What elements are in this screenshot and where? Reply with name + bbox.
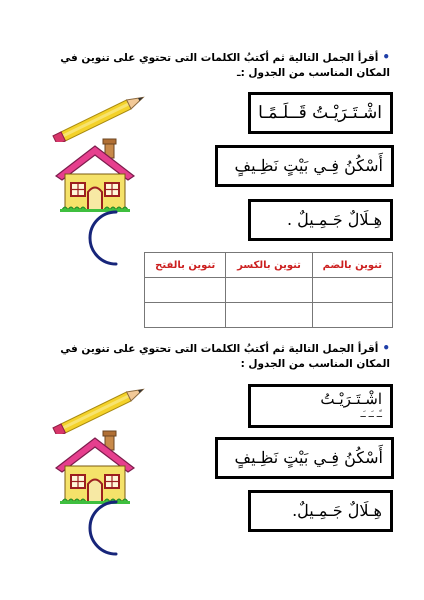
- bullet-icon: •: [382, 50, 390, 64]
- tanween-table: [144, 252, 393, 328]
- pencil-icon: [50, 94, 152, 142]
- table-row: [145, 278, 393, 303]
- header-tanween-fatha: تنوين بالفتح: [145, 253, 226, 278]
- partial-marks: ـًـ ـَـ ـَـ: [360, 410, 382, 420]
- bullet-icon: •: [382, 341, 390, 355]
- crescent-moon-icon: [86, 500, 132, 556]
- crescent-moon-icon: [86, 210, 132, 266]
- instruction-text: أقرأ الجمل التالية ثم أكتبُ الكلمات التى تحتوي على تنوين في المكان المناسب من الجدول :ـ: [60, 52, 390, 79]
- table-cell[interactable]: [226, 278, 312, 303]
- sentence-box-3: [248, 199, 393, 241]
- header-tanween-kasra: تنوين بالكسر: [226, 253, 312, 278]
- table-cell[interactable]: [145, 278, 226, 303]
- sentence-box-5: [215, 437, 394, 479]
- sentence-box-1: [248, 92, 393, 134]
- sentence-box-6: [248, 490, 393, 532]
- sentence-text: هِـلَالٌ جَـمِـيلٌ .: [286, 210, 382, 229]
- instruction-text: أقرأ الجمل التالية ثم أكتبُ الكلمات التى تحتوي على تنوين في المكان المناسب من الجدول :: [60, 343, 390, 370]
- header-tanween-damma: تنوين بالضم: [312, 253, 392, 278]
- table-cell[interactable]: [226, 303, 312, 328]
- pencil-icon: [50, 386, 152, 434]
- sentence-text: هِـلَالٌ جَـمِـيلٌ.: [292, 501, 382, 520]
- house-icon: [54, 428, 136, 508]
- sentence-box-4: [248, 384, 393, 428]
- sentence-box-2: [215, 145, 394, 187]
- table-header-row: [145, 253, 393, 278]
- instruction-2: [28, 341, 390, 372]
- sentence-text: أَسْكُنُ فِـي بَيْتٍ نَظِـيفٍ: [234, 448, 383, 467]
- sentence-text: اشْـتَـرَيْـتُ: [320, 390, 382, 408]
- table-cell[interactable]: [312, 303, 392, 328]
- sentence-text: أَسْكُنُ فِـي بَيْتٍ نَظِـيفٍ: [234, 156, 383, 175]
- house-icon: [54, 136, 136, 216]
- table-cell[interactable]: [145, 303, 226, 328]
- sentence-text: اشْـتَـرَيْـتُ قَــلَـمًـا: [258, 103, 382, 123]
- table-row: [145, 303, 393, 328]
- instruction-1: [28, 50, 390, 81]
- table-cell[interactable]: [312, 278, 392, 303]
